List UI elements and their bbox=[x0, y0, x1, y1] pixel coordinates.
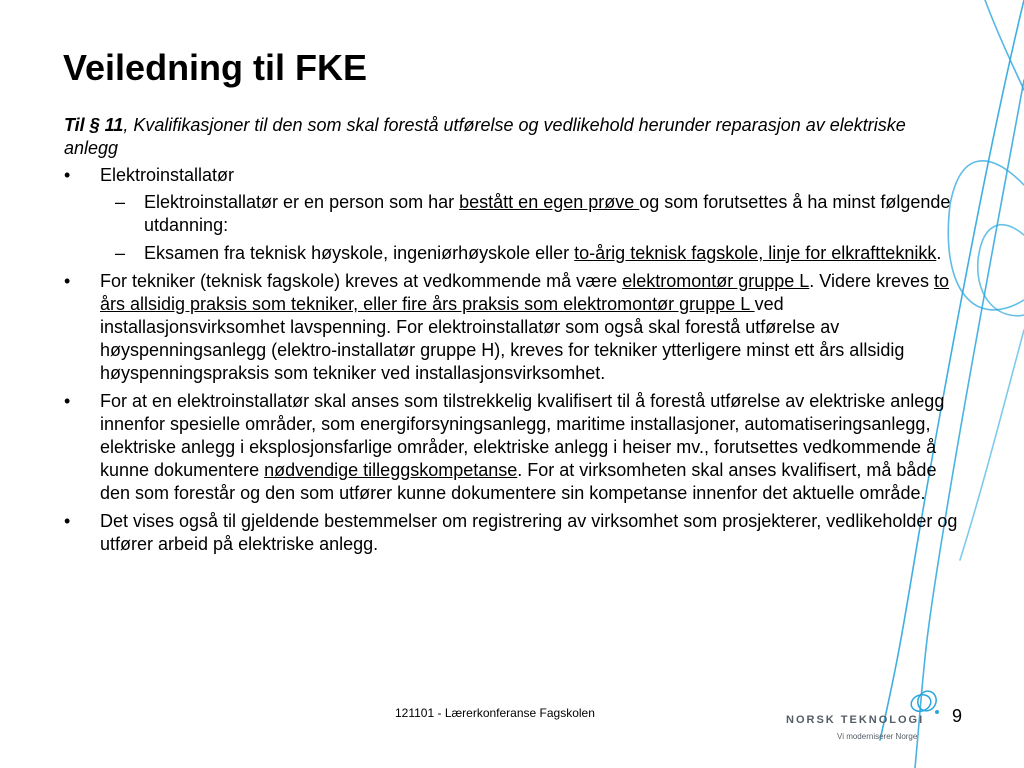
underlined-phrase: elektromontør gruppe L bbox=[622, 271, 810, 291]
sub-bullet-text: . bbox=[936, 243, 942, 263]
bullet-text: . Videre kreves bbox=[809, 271, 935, 291]
bullet-text: . For at virksomheten skal anses kvalifisert, må både den som forestår og den som utfører kunne dokumentere sin kompetanse innenfor det aktuelle område. bbox=[100, 460, 937, 503]
footer-text: 121101 - Lærerkonferanse Fagskolen bbox=[395, 706, 595, 720]
company-logo bbox=[786, 688, 946, 748]
bullet-text: Det vises også til gjeldende bestemmelser om registrering av virksomhet som prosjekterer, vedlikeholder og utfører arbeid på elektriske anlegg. bbox=[100, 511, 958, 554]
sub-bullet-text: Elektroinstallatør er en person som har bbox=[144, 192, 460, 212]
bullet-mark: • bbox=[64, 271, 71, 291]
intro-text: , Kvalifikasjoner til den som skal forestå utførelse og vedlikehold herunder reparasjon av elektriske anlegg bbox=[64, 115, 906, 158]
bullet-item bbox=[64, 270, 964, 385]
logo-brand-text: NORSK TEKNOLOGI bbox=[786, 714, 925, 726]
underlined-phrase: to-årig teknisk fagskole, linje for elkraftteknikk bbox=[574, 243, 937, 263]
intro-paragraph bbox=[64, 114, 964, 160]
slide-title: Veiledning til FKE bbox=[63, 47, 368, 88]
page-number: 9 bbox=[952, 706, 963, 726]
bullet-item bbox=[64, 510, 964, 556]
bullet-list bbox=[64, 164, 964, 556]
bullet-item bbox=[64, 164, 964, 265]
logo-tagline: Vi moderniserer Norge bbox=[837, 732, 918, 741]
bullet-text: For at en elektroinstallatør skal anses som tilstrekkelig kvalifisert til å forestå utførelse av elektriske anlegg innenfor spesielle områder, som energiforsyningsanlegg, maritime installasjoner, automatiseringsanlegg, elektriske anlegg i eksplosjonsfarlige områder, elektriske anlegg i heiser mv., forutsettes vedkommende å kunne dokumentere bbox=[100, 391, 945, 480]
underlined-phrase: nødvendige tilleggskompetanse bbox=[264, 460, 518, 480]
bullet-text: ved installasjonsvirksomhet lavspenning. For elektroinstallatør som også skal forestå utførelse av høyspenningsanlegg (elektro-installatør gruppe H), kreves for tekniker ytterligere minst ett års allsidig høyspenningspraksis som tekniker ved installasjonsvirksomhet. bbox=[100, 294, 905, 383]
bullet-mark: • bbox=[64, 391, 71, 411]
sub-bullet-item bbox=[100, 242, 964, 265]
sub-bullet-text: og som forutsettes å ha minst følgende utdanning: bbox=[144, 192, 951, 235]
bullet-text: Elektroinstallatør bbox=[100, 165, 235, 185]
bullet-mark: • bbox=[64, 511, 71, 531]
intro-section-ref: Til § 11 bbox=[64, 115, 124, 135]
bullet-text: For tekniker (teknisk fagskole) kreves at vedkommende må være bbox=[100, 271, 623, 291]
bullet-mark: • bbox=[64, 165, 71, 185]
sub-bullet-text: Eksamen fra teknisk høyskole, ingeniørhøyskole eller bbox=[144, 243, 575, 263]
sub-bullet-list bbox=[100, 191, 964, 265]
dash-mark: – bbox=[115, 192, 126, 212]
sub-bullet-item bbox=[100, 191, 964, 237]
bullet-item bbox=[64, 390, 964, 505]
dash-mark: – bbox=[115, 243, 126, 263]
underlined-phrase: to års allsidig praksis som tekniker, eller fire års praksis som elektromontør gruppe L bbox=[100, 271, 950, 314]
slide-body bbox=[64, 114, 964, 561]
underlined-phrase: bestått en egen prøve bbox=[459, 192, 640, 212]
